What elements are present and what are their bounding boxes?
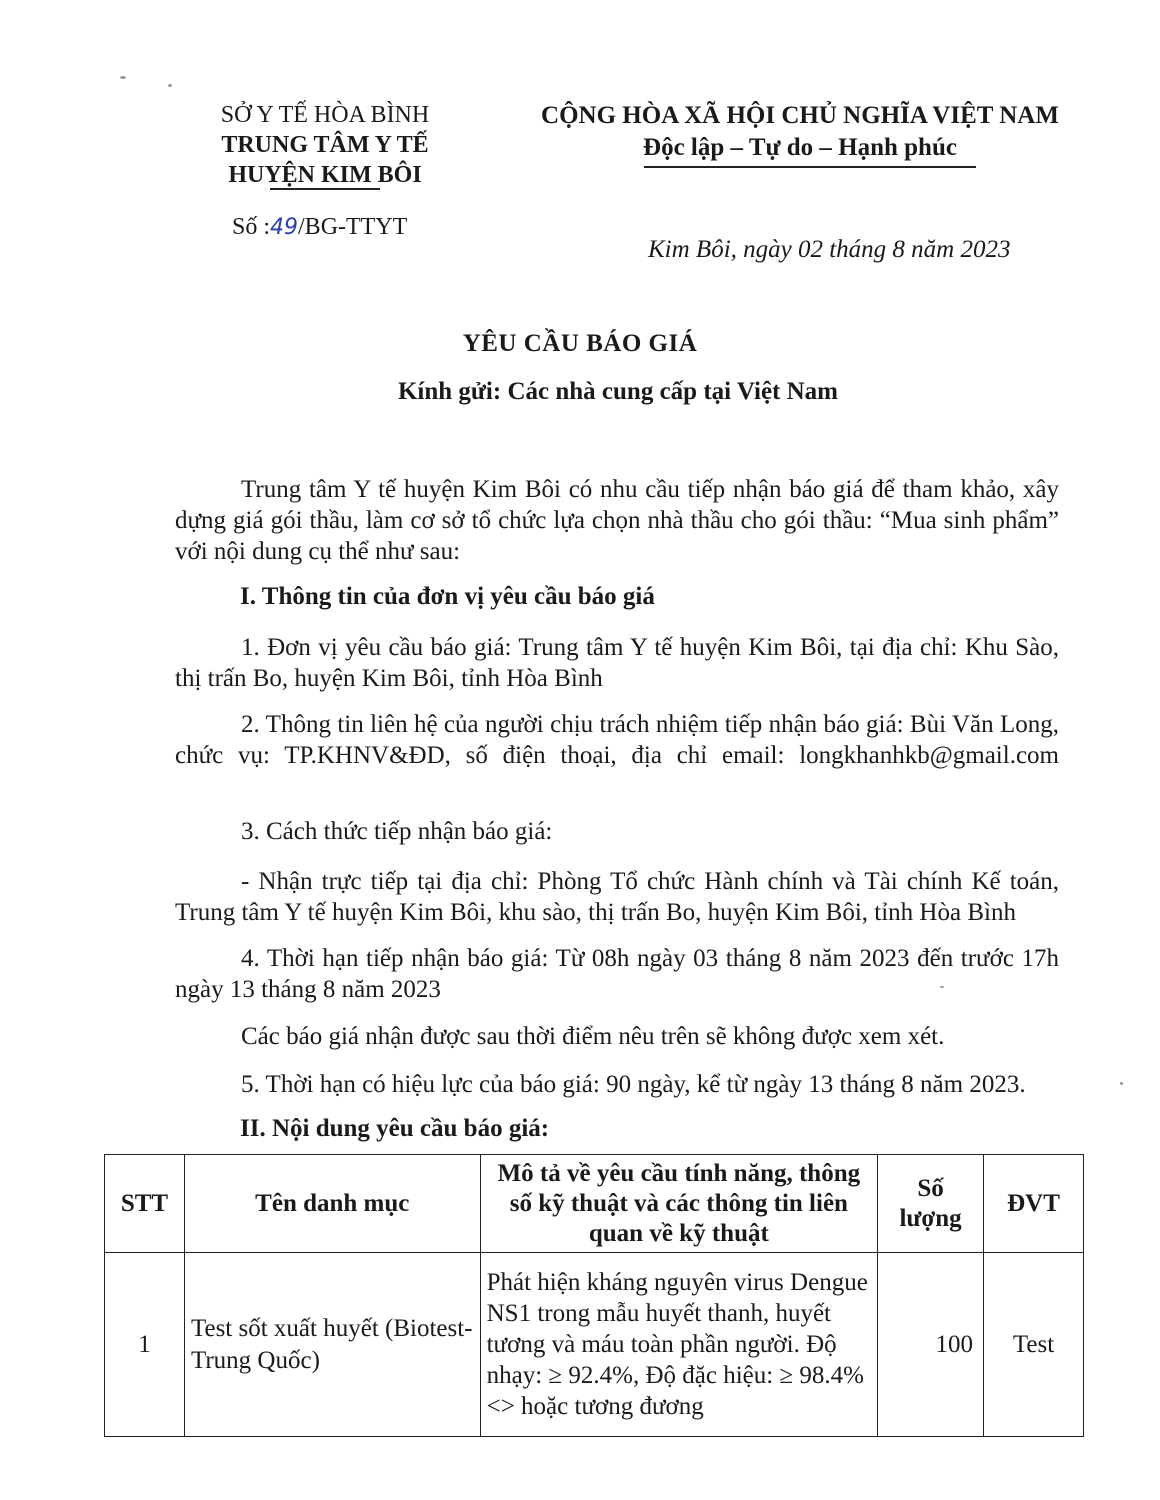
doc-number-suffix: /BG-TTYT <box>298 214 408 240</box>
item-2-contact-info-part <box>175 709 1059 771</box>
item-5-validity: 5. Thời hạn có hiệu lực của báo giá: 90 ngày, kể từ ngày 13 tháng 8 năm 2023. <box>241 1071 1026 1098</box>
issuer-name-line1: TRUNG TÂM Y TẾ <box>221 132 429 158</box>
cell-unit: Test <box>984 1253 1084 1437</box>
issuer-name-line2: HUYỆN KIM BÔI <box>228 162 422 188</box>
header-description: Mô tả về yêu cầu tính năng, thông số kỹ thuật và các thông tin liên quan về kỹ thuật <box>480 1155 877 1253</box>
cell-quantity: 100 <box>878 1253 984 1437</box>
issuer-parent-agency: SỞ Y TẾ HÒA BÌNH <box>220 102 430 128</box>
scan-speck <box>940 986 944 988</box>
doc-number-prefix: Số : <box>232 214 271 240</box>
item-1-requesting-unit: 1. Đơn vị yêu cầu báo giá: Trung tâm Y tế huyện Kim Bôi, tại địa chỉ: Khu Sào, thị trấn Bo, huyện Kim Bôi, tỉnh Hòa Bình <box>175 634 1059 692</box>
scan-speck <box>1120 1082 1123 1085</box>
header-quantity: Số lượng <box>878 1155 984 1253</box>
header-stt: STT <box>105 1155 185 1253</box>
section-1-heading: I. Thông tin của đơn vị yêu cầu báo giá <box>240 583 655 610</box>
issuer-block <box>190 100 460 190</box>
place-and-date: Kim Bôi, ngày 02 tháng 8 năm 2023 <box>648 236 1011 263</box>
section-2-heading: II. Nội dung yêu cầu báo giá: <box>240 1115 550 1142</box>
scan-speck <box>120 76 126 79</box>
national-motto-block <box>520 100 1080 164</box>
item-4-note: Các báo giá nhận được sau thời điểm nêu trên sẽ không được xem xét. <box>241 1023 945 1050</box>
cell-item-name: Test sốt xuất huyết (Biotest-Trung Quốc) <box>184 1253 480 1437</box>
document-number <box>232 214 407 241</box>
table-header-row <box>105 1155 1084 1253</box>
scan-speck <box>168 84 172 87</box>
cell-description: Phát hiện kháng nguyên virus Dengue NS1 trong mẫu huyết thanh, huyết tương và máu toàn phần người. Độ nhạy: ≥ 92.4%, Độ đặc hiệu: ≥ 98.4% <> hoặc tương đương <box>480 1253 877 1437</box>
motto-underline <box>644 166 976 168</box>
item-4-deadline: 4. Thời hạn tiếp nhận báo giá: Từ 08h ngày 03 tháng 8 năm 2023 đến trước 17h ngày 13 tháng 8 năm 2023 <box>175 945 1059 1003</box>
item-2-contact-info: 2. Thông tin liên hệ của người chịu trách nhiệm tiếp nhận báo giá: Bùi Văn Long, chức vụ: TP.KHNV&ĐD, số điện thoại, địa chỉ email: longkhanhkb@gmail.com <box>175 711 1059 769</box>
motto: Độc lập – Tự do – Hạnh phúc <box>643 134 957 161</box>
country-name: CỘNG HÒA XÃ HỘI CHỦ NGHĨA VIỆT NAM <box>541 102 1059 129</box>
item-3-detail: - Nhận trực tiếp tại địa chỉ: Phòng Tổ chức Hành chính và Tài chính Kế toán, Trung tâm Y tế huyện Kim Bôi, khu sào, thị trấn Bo, huyện Kim Bôi, tỉnh Hòa Bình <box>175 868 1059 926</box>
table-row <box>105 1253 1084 1437</box>
intro-paragraph: Trung tâm Y tế huyện Kim Bôi có nhu cầu tiếp nhận báo giá để tham khảo, xây dựng giá gói thầu, làm cơ sở tổ chức lựa chọn nhà thầu cho gói thầu: “Mua sinh phẩm” với nội dung cụ thể như sau: <box>175 476 1059 565</box>
recipient-line: Kính gửi: Các nhà cung cấp tại Việt Nam <box>397 378 839 405</box>
cell-stt: 1 <box>105 1253 185 1437</box>
header-item-name: Tên danh mục <box>184 1155 480 1253</box>
header-unit: ĐVT <box>984 1155 1084 1253</box>
document-title: YÊU CẦU BÁO GIÁ <box>462 330 698 357</box>
doc-number-handwritten: 49 <box>270 215 299 240</box>
issuer-underline <box>270 188 380 190</box>
item-3-receiving-method: 3. Cách thức tiếp nhận báo giá: <box>241 818 553 845</box>
requirements-table <box>104 1154 1084 1437</box>
